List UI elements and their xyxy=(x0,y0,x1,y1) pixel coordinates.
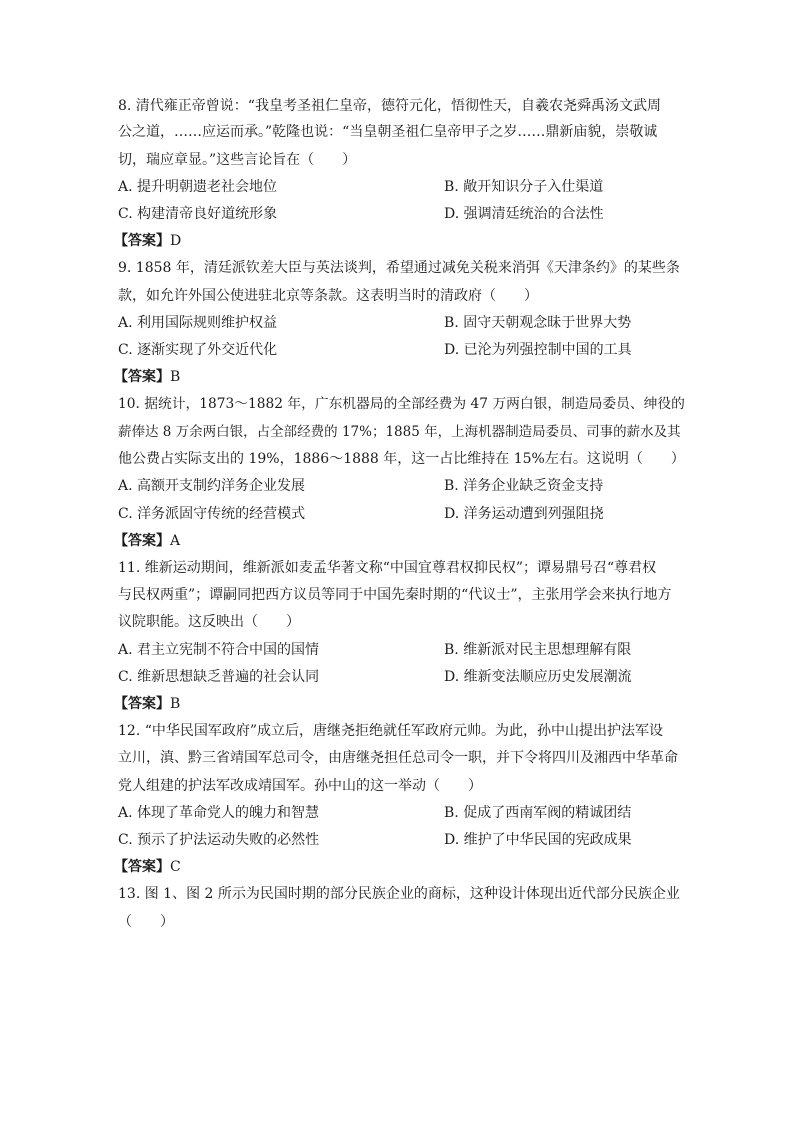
question-9-answer xyxy=(114,367,180,387)
question-11-line-3: 议院职能。这反映出（ ） xyxy=(118,614,300,630)
question-12-option-c: C. 预示了护法运动失败的必然性 xyxy=(118,832,320,848)
question-11-option-d: D. 维新变法顺应历史发展潮流 xyxy=(444,669,632,685)
question-10-option-a: A. 高额开支制约洋务企业发展 xyxy=(118,478,306,494)
answer-tag: 【答案】 xyxy=(114,859,170,875)
answer-value: C xyxy=(170,859,181,875)
question-8-line-3: 切，瑞应章显。”这些言论旨在（ ） xyxy=(118,152,357,168)
question-13-line-2: （ ） xyxy=(118,914,174,930)
answer-value: A xyxy=(170,533,181,549)
question-8-option-a: A. 提升明朝遗老社会地位 xyxy=(118,179,278,195)
question-10-option-c: C. 洋务派固守传统的经营模式 xyxy=(118,506,306,522)
question-13-line-1: 13. 图 1、图 2 所示为民国时期的部分民族企业的商标，这种设计体现出近代部分民族企业 xyxy=(118,886,680,902)
answer-value: D xyxy=(170,233,182,249)
question-12-line-1: 12. “中华民国军政府”成立后，唐继尧拒绝就任军政府元帅。为此，孙中山提出护法军设 xyxy=(118,723,664,739)
question-8-option-d: D. 强调清廷统治的合法性 xyxy=(444,206,604,222)
question-9-option-d: D. 已沦为列强控制中国的工具 xyxy=(444,342,632,358)
question-8-option-b: B. 敞开知识分子入仕渠道 xyxy=(444,179,604,195)
question-11-option-c: C. 维新思想缺乏普遍的社会认同 xyxy=(118,669,320,685)
question-9-option-a: A. 利用国际规则维护权益 xyxy=(118,315,278,331)
question-11-option-b: B. 维新派对民主思想理解有限 xyxy=(444,642,632,658)
question-9-option-c: C. 逐渐实现了外交近代化 xyxy=(118,342,278,358)
question-10-answer xyxy=(114,531,180,551)
question-9-option-b: B. 固守天朝观念昧于世界大势 xyxy=(444,315,632,331)
question-12-line-2: 立川，滇、黔三省靖国军总司令，由唐继尧担任总司令一职，并下令将四川及湘西中华革命 xyxy=(118,750,678,766)
question-8-option-c: C. 构建清帝良好道统形象 xyxy=(118,206,278,222)
question-11-option-a: A. 君主立宪制不符合中国的国情 xyxy=(118,642,320,658)
answer-value: B xyxy=(170,696,181,712)
answer-tag: 【答案】 xyxy=(114,533,170,549)
question-10-option-d: D. 洋务运动遭到列强阻挠 xyxy=(444,506,604,522)
question-10-line-1: 10. 据统计，1873～1882 年，广东机器局的全部经费为 47 万两白银，制造局委员、绅役的 xyxy=(118,396,685,412)
question-9-line-2: 款，如允许外国公使进驻北京等条款。这表明当时的清政府（ ） xyxy=(118,288,538,304)
answer-tag: 【答案】 xyxy=(114,233,170,249)
question-8-answer xyxy=(114,231,181,251)
question-11-line-2: 与民权两重”；谭嗣同把西方议员等同于中国先秦时期的“代议士”，主张用学会来执行地方 xyxy=(118,587,672,603)
question-10-line-2: 薪俸达 8 万余两白银，占全部经费的 17%；1885 年，上海机器制造局委员、司事的薪水及其 xyxy=(118,424,681,440)
answer-value: B xyxy=(170,369,181,385)
question-10-option-b: B. 洋务企业缺乏资金支持 xyxy=(444,478,604,494)
question-8-line-2: 公之道，……应运而承。”乾隆也说：“当皇朝圣祖仁皇帝甲子之岁……鼎新庙貌，崇敬诚 xyxy=(118,124,658,140)
answer-tag: 【答案】 xyxy=(114,696,170,712)
question-11-answer xyxy=(114,694,180,714)
answer-tag: 【答案】 xyxy=(114,369,170,385)
question-10-line-3: 他公费占实际支出的 19%，1886～1888 年，这一占比维持在 15%左右。这说明（ ） xyxy=(118,451,685,467)
question-9-line-1: 9. 1858 年，清廷派钦差大臣与英法谈判，希望通过减免关税来消弭《天津条约》的某些条 xyxy=(118,260,680,276)
question-12-line-3: 党人组建的护法军改成靖国军。孙中山的这一举动（ ） xyxy=(118,778,482,794)
question-12-option-a: A. 体现了革命党人的魄力和智慧 xyxy=(118,805,320,821)
question-11-line-1: 11. 维新运动期间，维新派如麦孟华著文称“中国宜尊君权抑民权”；谭易鼎号召“尊君权 xyxy=(118,560,657,576)
question-12-option-b: B. 促成了西南军阀的精诚团结 xyxy=(444,805,632,821)
question-12-answer xyxy=(114,857,181,877)
question-8-line-1: 8. 清代雍正帝曾说：“我皇考圣祖仁皇帝，德符元化，悟彻性天，自羲农尧舜禹汤文武周 xyxy=(118,98,661,114)
question-12-option-d: D. 维护了中华民国的宪政成果 xyxy=(444,832,632,848)
